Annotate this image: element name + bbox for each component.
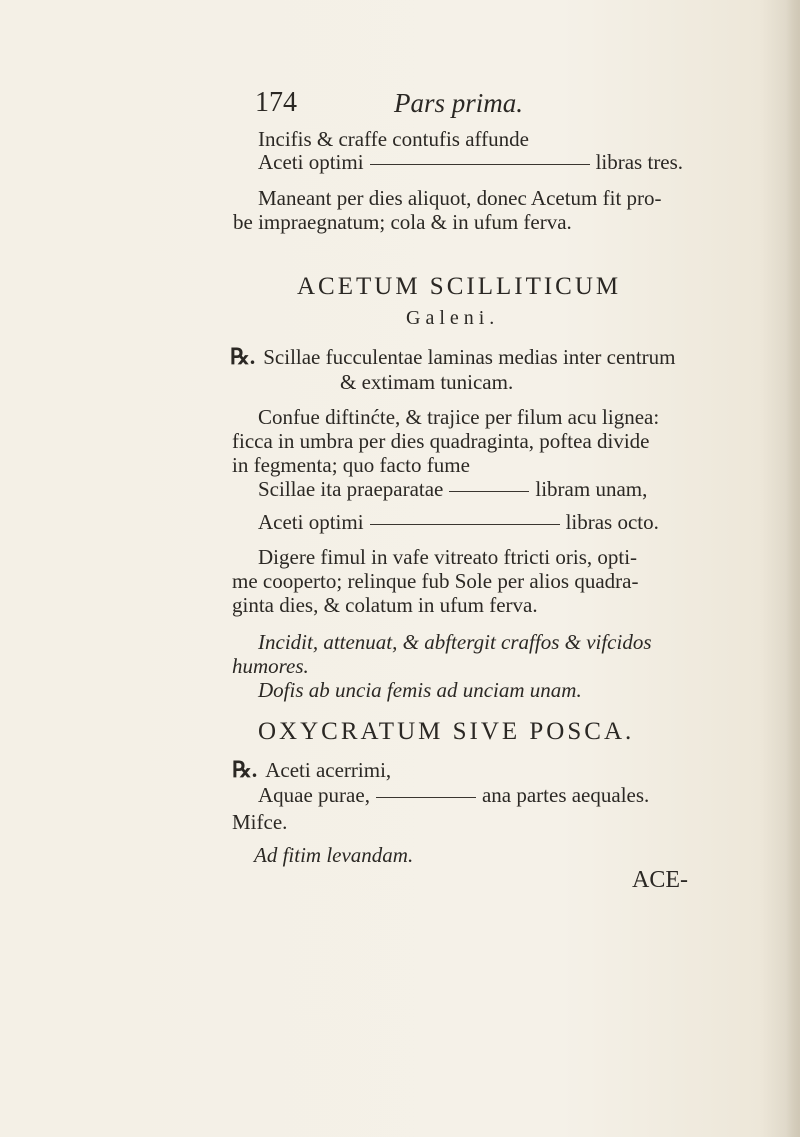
text-line: Incidit, attenuat, & abftergit craffos & vifcidos: [258, 630, 652, 654]
text-line: Ad fitim levandam.: [254, 843, 414, 867]
text-line: me cooperto; relinque fub Sole per alios quadra-: [232, 569, 639, 593]
recipe-symbol: ℞.: [232, 757, 258, 782]
text-line: Aceti optimi libras octo.: [258, 510, 659, 534]
page-edge-shadow: [786, 0, 800, 1137]
leader-dash: [370, 164, 590, 165]
text-line: Dofis ab uncia femis ad unciam unam.: [258, 678, 582, 702]
text-line: ℞. Aceti acerrimi,: [232, 757, 392, 782]
catchword: ACE-: [632, 867, 688, 893]
text-line: Aquae purae, ana partes aequales.: [258, 783, 650, 807]
text-line: ℞. Scillae fucculentae laminas medias inter centrum: [230, 344, 676, 369]
text-line: Aceti optimi libras tres.: [258, 150, 684, 174]
text-line: humores.: [232, 654, 309, 678]
leader-dash: [370, 524, 560, 525]
text-line: ficca in umbra per dies quadraginta, poftea divide: [232, 429, 650, 453]
page-number: 174: [255, 87, 297, 118]
section-heading: ACETUM SCILLITICUM: [297, 273, 622, 300]
leader-dash: [376, 797, 476, 798]
recipe-symbol: ℞.: [230, 344, 256, 369]
text-line: Incifis & craffe contufis affunde: [258, 127, 529, 151]
text-line: Scillae ita praeparatae libram unam,: [258, 477, 648, 501]
section-heading: OXYCRATUM SIVE POSCA.: [258, 718, 635, 745]
text-line: in fegmenta; quo facto fume: [232, 453, 470, 477]
text-line: Confue diftinćte, & trajice per filum acu lignea:: [258, 405, 660, 429]
text-line: ginta dies, & colatum in ufum ferva.: [232, 593, 538, 617]
text-line: Digere fimul in vafe vitreato ftricti oris, opti-: [258, 545, 638, 569]
text-line: Maneant per dies aliquot, donec Acetum fit pro-: [258, 186, 662, 210]
text-line: Mifce.: [232, 810, 288, 834]
text-line: be impraegnatum; cola & in ufum ferva.: [233, 210, 572, 234]
section-subheading: Galeni.: [406, 307, 500, 329]
running-title: Pars prima.: [394, 88, 524, 118]
leader-dash: [449, 491, 529, 492]
text-line: & extimam tunicam.: [340, 370, 514, 394]
